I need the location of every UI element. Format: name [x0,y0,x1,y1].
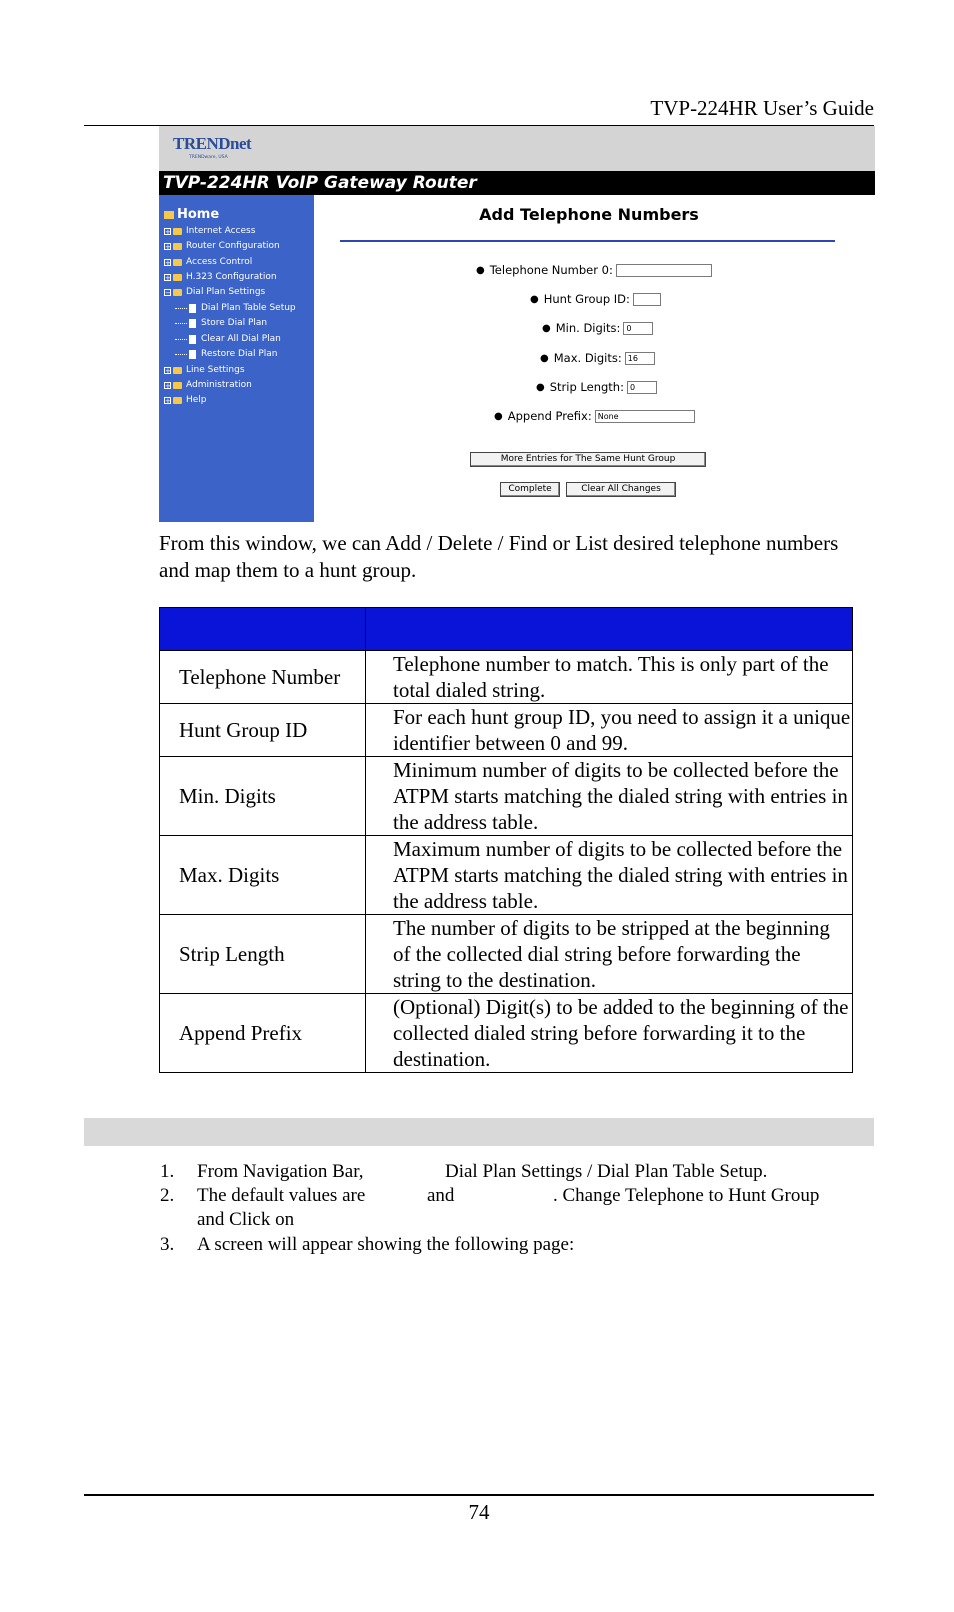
tree-branch [175,339,187,340]
folder-icon [173,228,182,235]
expand-icon: + [165,381,171,390]
tree-branch [175,323,187,324]
expand-icon: + [165,258,171,267]
parameter-table [159,607,853,1073]
tree-branch [175,354,187,355]
parameter-description: Maximum number of digits to be collected before the ATPM starts matching the dialed string with entries in the address table. [366,836,853,915]
max-digits-label: Max. Digits: [553,351,622,365]
step-2-text-a: The default values are [197,1185,366,1206]
nav-item-restore-dial-plan[interactable] [173,349,277,359]
hunt-group-id-row [530,292,661,306]
table-header-cell [366,608,853,651]
nav-item-label: Restore Dial Plan [201,349,278,359]
folder-icon [173,243,182,250]
nav-item-label: Store Dial Plan [201,318,268,328]
nav-item-help[interactable] [164,395,207,405]
nav-item-label: Dial Plan Table Setup [201,303,296,313]
screenshot-header [159,126,875,171]
step-3-number: 3. [160,1234,175,1255]
folder-open-icon [164,211,174,219]
parameter-name: Hunt Group ID [160,704,366,757]
step-2-text-c: . Change Telephone to Hunt Group [553,1185,820,1206]
collapse-icon: − [165,288,171,297]
nav-item-access-control[interactable] [164,257,252,267]
nav-item-label: Access Control [186,257,253,267]
table-row [160,836,853,915]
document-header: TVP-224HR User’s Guide [650,96,874,120]
strip-length-label: Strip Length: [549,380,624,394]
folder-icon [173,382,182,389]
telephone-number-label: Telephone Number 0: [489,263,613,277]
step-1-number: 1. [160,1161,175,1182]
step-2-number: 2. [160,1185,175,1206]
table-row [160,704,853,757]
clear-all-changes-button[interactable]: Clear All Changes [566,482,676,497]
min-digits-label: Min. Digits: [555,321,621,335]
telephone-number-row [476,263,712,277]
parameter-description: The number of digits to be stripped at the beginning of the collected dial string before forwarding the string to the destination. [366,915,853,994]
nav-item-label: Administration [186,380,252,390]
complete-button[interactable]: Complete [500,482,560,497]
navigation-bar [159,195,314,522]
footer-rule [84,1494,874,1496]
strip-length-input[interactable]: 0 [627,381,657,394]
parameter-description: Telephone number to match. This is only part of the total dialed string. [366,651,853,704]
document-icon [189,304,196,313]
nav-item-label: Dial Plan Settings [186,287,266,297]
tree-branch [175,308,187,309]
parameter-description: Minimum number of digits to be collected before the ATPM starts matching the dialed string with entries in the address table. [366,757,853,836]
parameter-name: Min. Digits [160,757,366,836]
nav-item-label: Line Settings [186,365,245,375]
step-3-text: A screen will appear showing the following page: [197,1234,575,1255]
bullet-icon: ● [530,293,539,305]
folder-icon [173,367,182,374]
hunt-group-id-label: Hunt Group ID: [543,292,630,306]
append-prefix-row [494,409,695,423]
nav-item-store-dial-plan[interactable] [173,318,267,328]
expand-icon: + [165,242,171,251]
intro-paragraph: From this window, we can Add / Delete / Find or List desired telephone numbers and map them to a hunt group. [159,531,839,582]
telephone-number-input[interactable] [616,264,712,277]
step-1-text-b: Dial Plan Settings / Dial Plan Table Setup. [445,1161,768,1182]
section-heading-bar [84,1118,874,1146]
nav-item-dial-plan-settings[interactable] [164,287,265,297]
expand-icon: + [165,273,171,282]
step-1-text-a: From Navigation Bar, [197,1161,364,1182]
step-2-text-d: and Click on [197,1209,295,1230]
nav-home-label: Home [177,207,220,222]
table-row [160,757,853,836]
router-title-bar: TVP-224HR VoIP Gateway Router [159,171,875,195]
nav-item-h323-configuration[interactable] [164,272,277,282]
parameter-name: Telephone Number [160,651,366,704]
min-digits-row [542,321,653,335]
nav-item-dial-plan-table-setup[interactable] [173,303,296,313]
folder-icon [173,259,182,266]
bullet-icon: ● [494,410,503,422]
nav-item-label: Help [186,395,207,405]
expand-icon: + [165,396,171,405]
step-2-text-b: and [427,1185,455,1206]
parameter-name: Strip Length [160,915,366,994]
bullet-icon: ● [476,264,485,276]
content-title: Add Telephone Numbers [479,205,699,224]
page-number: 74 [468,1500,490,1524]
content-panel [314,195,875,522]
parameter-description: For each hunt group ID, you need to assign it a unique identifier between 0 and 99. [366,704,853,757]
parameter-name: Max. Digits [160,836,366,915]
nav-item-clear-all-dial-plan[interactable] [173,334,281,344]
append-prefix-input[interactable]: None [595,410,695,423]
nav-item-internet-access[interactable] [164,226,255,236]
nav-item-label: Clear All Dial Plan [201,334,281,344]
bullet-icon: ● [536,381,545,393]
folder-icon [173,274,182,281]
bullet-icon: ● [540,352,549,364]
append-prefix-label: Append Prefix: [507,409,592,423]
parameter-description: (Optional) Digit(s) to be added to the beginning of the collected dialed string before forwarding it to the destination. [366,994,853,1073]
logo-text: TRENDnet [173,134,252,153]
more-entries-button[interactable]: More Entries for The Same Hunt Group [470,452,706,467]
content-title-rule [340,240,835,242]
bullet-icon: ● [542,322,551,334]
nav-item-label: Router Configuration [186,241,280,251]
document-icon [189,319,196,328]
trendnet-logo [173,134,263,166]
folder-open-icon [173,289,182,296]
router-screenshot [159,126,875,522]
expand-icon: + [165,366,171,375]
hunt-group-id-input[interactable] [633,293,661,306]
nav-item-router-configuration[interactable] [164,241,280,251]
nav-item-line-settings[interactable] [164,365,245,375]
nav-item-label: H.323 Configuration [186,272,277,282]
document-icon [189,335,196,344]
strip-length-row [536,380,657,394]
nav-item-label: Internet Access [186,226,256,236]
folder-icon [173,397,182,404]
expand-icon: + [165,227,171,236]
table-header-cell [160,608,366,651]
table-row [160,994,853,1073]
document-icon [189,350,196,359]
max-digits-row [540,351,655,365]
nav-home[interactable] [164,207,219,222]
parameter-name: Append Prefix [160,994,366,1073]
min-digits-input[interactable]: 0 [623,322,653,335]
table-header-row [160,608,853,651]
nav-item-administration[interactable] [164,380,252,390]
max-digits-input[interactable]: 16 [625,352,655,365]
table-row [160,915,853,994]
table-row [160,651,853,704]
logo-subtext: TRENDware, USA [189,155,228,160]
